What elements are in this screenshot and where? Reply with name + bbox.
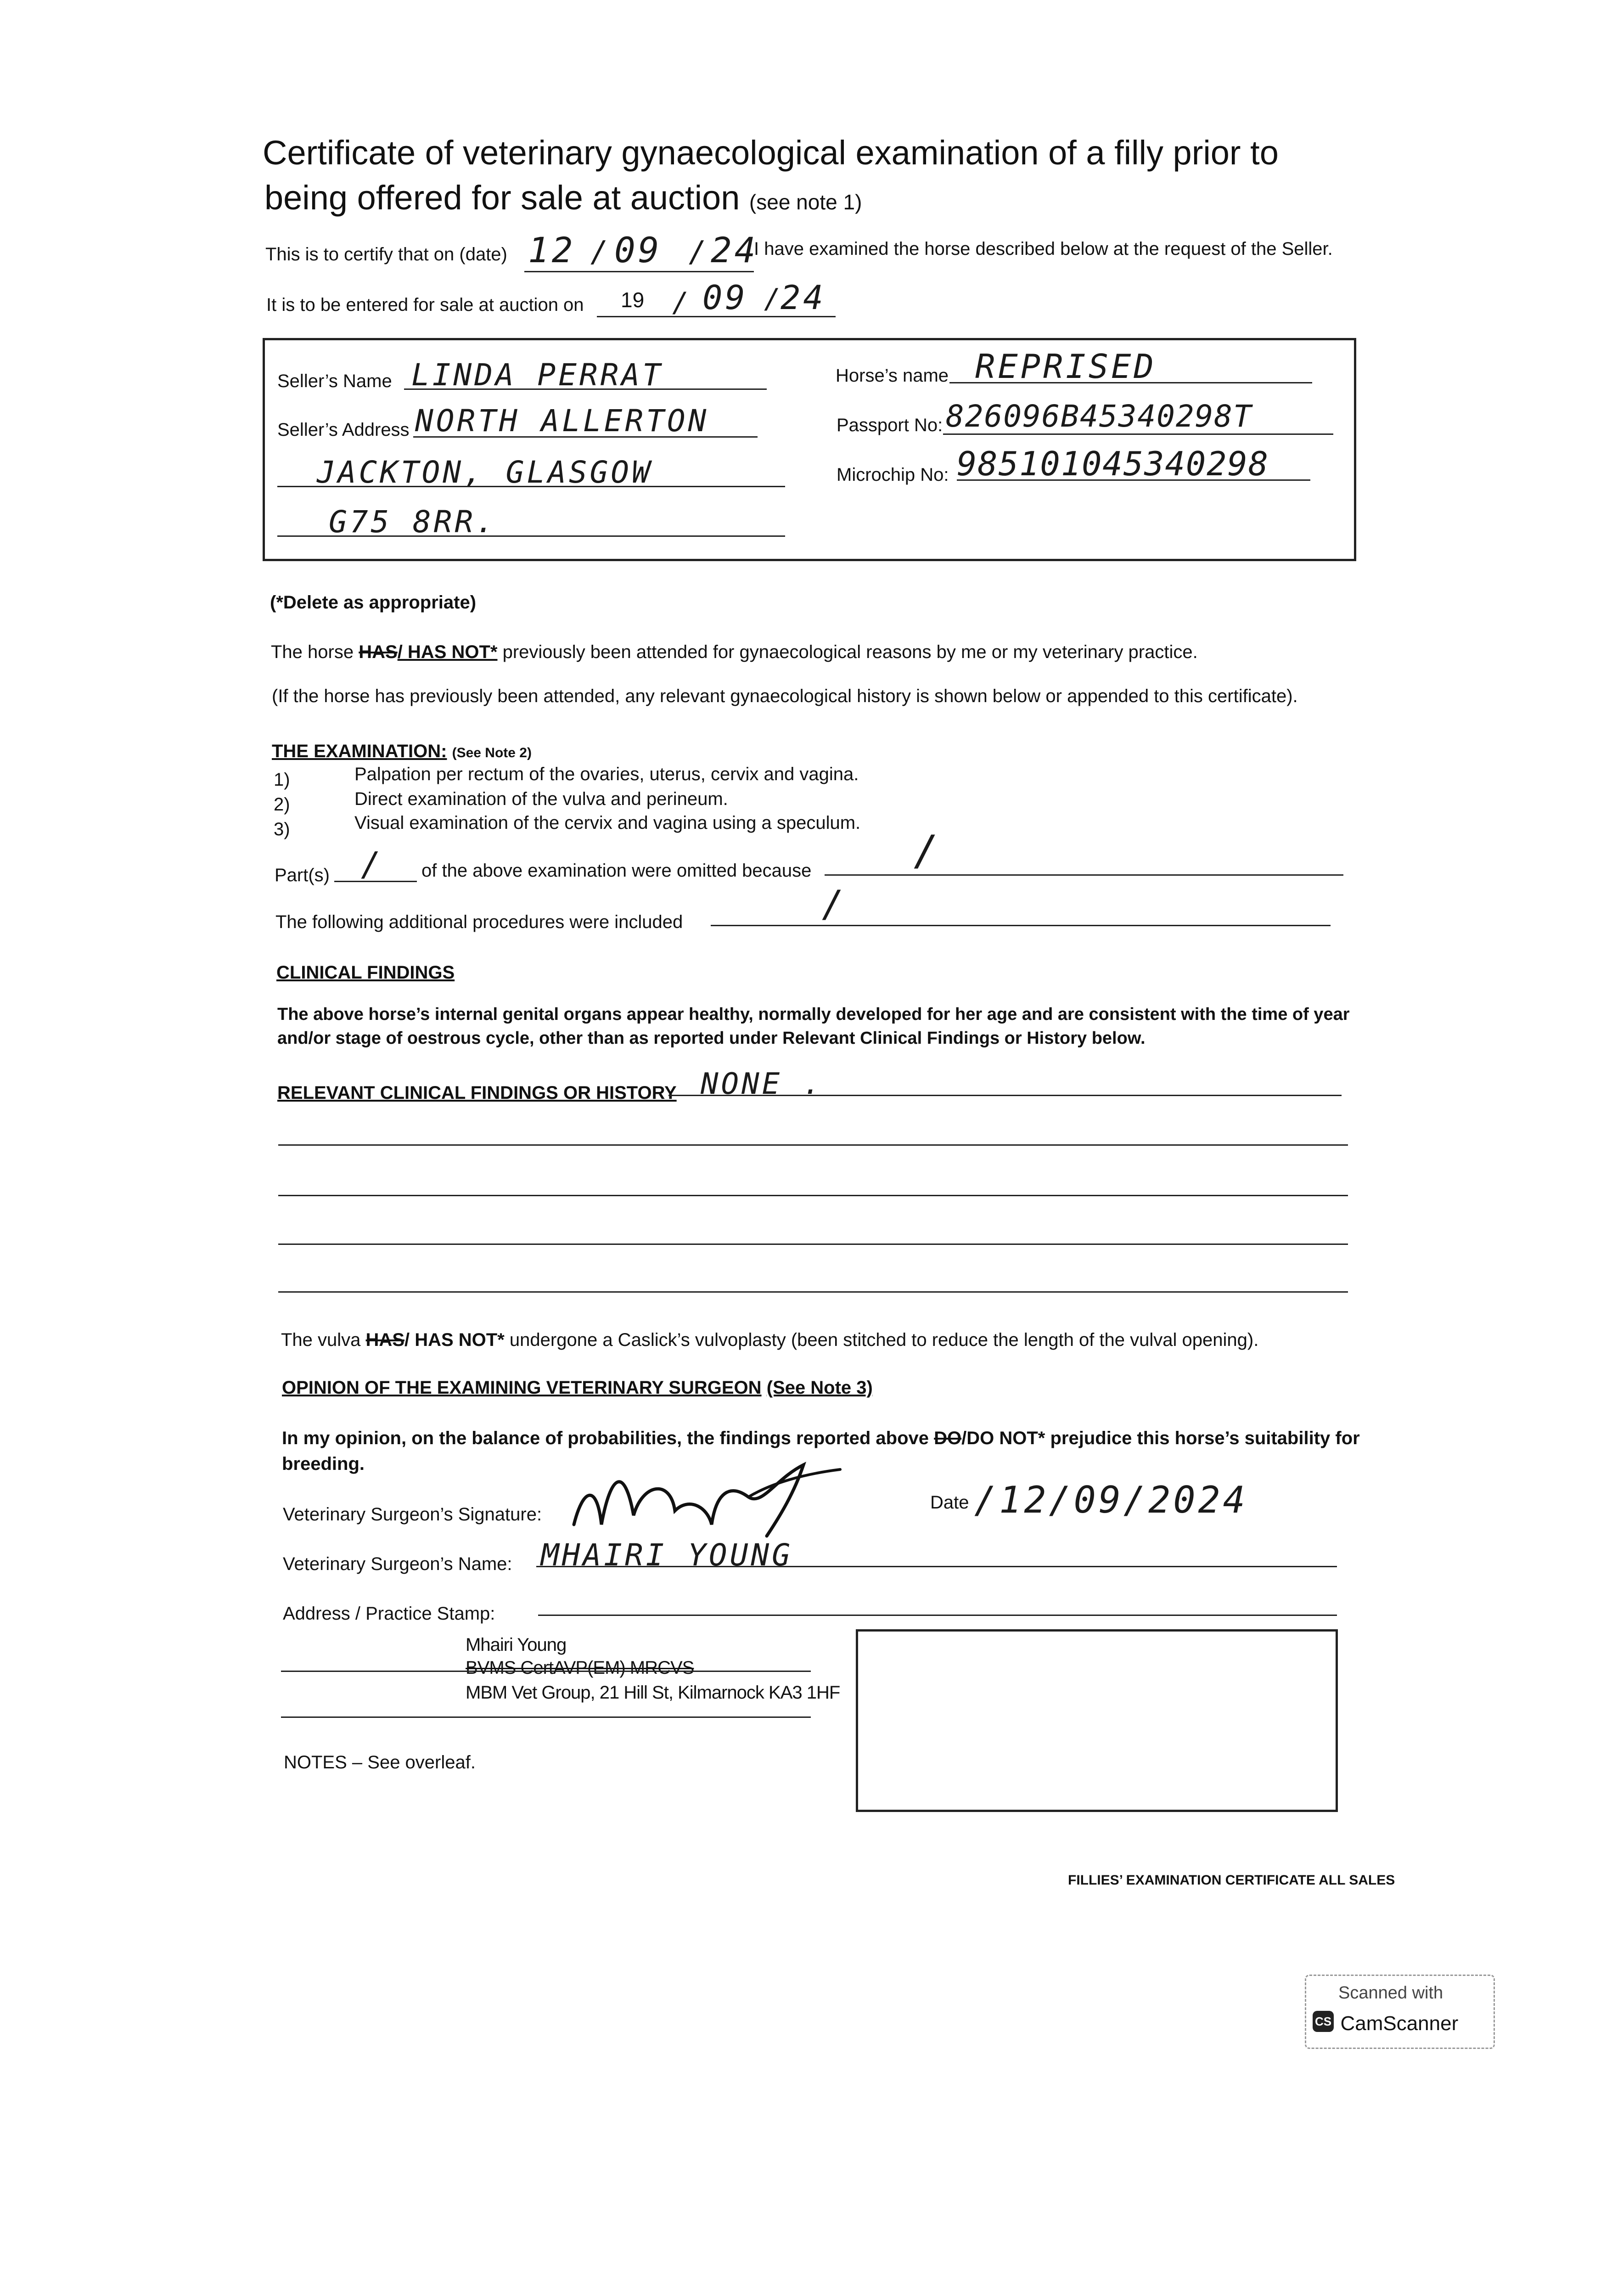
camscanner-row xyxy=(1313,2011,1458,2035)
attended-option: / HAS NOT* xyxy=(397,642,498,662)
notes: NOTES – See overleaf. xyxy=(284,1752,476,1773)
auction-sep-2: / xyxy=(764,283,784,315)
date-value: /12/09/2024 xyxy=(974,1479,1248,1521)
stamp-line-1: Mhairi Young xyxy=(466,1635,567,1655)
signature-stroke-2 xyxy=(748,1469,840,1497)
passport-number: 826096B45340298T xyxy=(946,399,1252,434)
microchip-label: Microchip No: xyxy=(837,465,949,485)
certify-day: 12 xyxy=(528,230,576,270)
parts-value: / xyxy=(361,845,384,884)
examination-item-3-text: Visual examination of the cervix and vagina using a speculum. xyxy=(354,813,861,833)
title-note: (see note 1) xyxy=(749,190,862,214)
camscanner-badge xyxy=(1305,1975,1495,2049)
findings-line-1 xyxy=(278,1144,1348,1146)
horse-name: REPRISED xyxy=(975,347,1157,386)
parts-label: Part(s) xyxy=(275,865,330,885)
attended-suffix: previously been attended for gynaecological reasons by me or my veterinary practice. xyxy=(502,642,1198,662)
address-stamp-label: Address / Practice Stamp: xyxy=(283,1604,495,1624)
signature-stroke-1 xyxy=(574,1465,803,1536)
auction-prefix: It is to be entered for sale at auction on xyxy=(266,295,584,315)
horse-name-label: Horse’s name xyxy=(836,366,949,386)
surgeon-name-label: Veterinary Surgeon’s Name: xyxy=(283,1554,512,1574)
passport-label: Passport No: xyxy=(837,415,943,435)
auction-month: 09 xyxy=(702,278,748,317)
certify-suffix: I have examined the horse described below at the request of the Seller. xyxy=(754,239,1333,259)
examination-item-1-text: Palpation per rectum of the ovaries, uterus, cervix and vagina. xyxy=(354,764,859,784)
microchip-number: 985101045340298 xyxy=(957,445,1269,483)
vulva-line xyxy=(281,1330,1258,1351)
seller-address-label: Seller’s Address xyxy=(277,420,410,440)
omitted-label: of the above examination were omitted because xyxy=(421,861,812,881)
seller-address-line-2: JACKTON, GLASGOW xyxy=(317,455,653,490)
vulva-suffix: undergone a Caslick’s vulvoplasty (been stitched to reduce the length of the vulval opening). xyxy=(509,1330,1259,1350)
opinion-text-line-2: breeding. xyxy=(282,1454,365,1474)
additional-value: / xyxy=(822,883,847,925)
examination-heading-text: THE EXAMINATION: xyxy=(272,741,447,761)
camscanner-logo-icon: CS xyxy=(1313,2011,1334,2032)
attended-struck-option: HAS xyxy=(359,642,398,662)
clinical-text-line-1: The above horse’s internal genital organs appear healthy, normally developed for her age and are consistent with the time of year xyxy=(277,1005,1350,1024)
examination-item-3-num: 3) xyxy=(274,819,290,839)
omitted-value: / xyxy=(914,827,942,875)
certify-year: 24 xyxy=(711,230,758,270)
certify-month: 09 xyxy=(614,230,662,270)
delete-note: (*Delete as appropriate) xyxy=(270,592,477,613)
opinion-heading xyxy=(282,1378,873,1398)
signature-label: Veterinary Surgeon’s Signature: xyxy=(283,1504,542,1525)
auction-year: 24 xyxy=(781,278,826,317)
opinion-heading-text: OPINION OF THE EXAMINING VETERINARY SURGEON xyxy=(282,1378,762,1398)
title-line-2-text: being offered for sale at auction xyxy=(264,179,740,217)
seller-address-line-3: G75 8RR. xyxy=(329,504,497,540)
date-label: Date xyxy=(930,1492,969,1513)
opinion-text-line-1 xyxy=(282,1428,1360,1449)
surgeon-name: MHAIRI YOUNG xyxy=(541,1537,793,1573)
vulva-prefix: The vulva xyxy=(281,1330,361,1350)
camscanner-brand: CamScanner xyxy=(1340,2012,1459,2035)
seller-name-label: Seller’s Name xyxy=(277,371,392,391)
findings-line-2 xyxy=(278,1195,1348,1196)
clinical-text-line-2: and/or stage of oestrous cycle, other than as reported under Relevant Clinical Findings or History below. xyxy=(277,1029,1146,1048)
camscanner-top-text: Scanned with xyxy=(1338,1983,1443,2003)
vulva-struck-option: HAS xyxy=(365,1330,404,1350)
auction-sep-1: / xyxy=(672,287,692,319)
relevant-value: NONE . xyxy=(701,1067,824,1101)
examination-item-1-num: 1) xyxy=(274,770,290,790)
auction-day: 19 xyxy=(621,288,645,312)
opinion-heading-note: (See Note 3) xyxy=(766,1378,873,1398)
examination-heading xyxy=(272,741,532,762)
additional-label: The following additional procedures were included xyxy=(275,912,683,932)
certify-sep-1: / xyxy=(590,235,611,269)
title-line-1: Certificate of veterinary gynaecological examination of a filly prior to xyxy=(263,134,1279,172)
opinion-struck-option: DO xyxy=(934,1428,962,1448)
examination-heading-note: (See Note 2) xyxy=(452,745,532,760)
seller-name: LINDA PERRAT xyxy=(411,357,663,393)
opinion-text-part-2: /DO NOT* prejudice this horse’s suitability for xyxy=(961,1428,1360,1448)
examination-item-2-text: Direct examination of the vulva and perineum. xyxy=(354,789,728,809)
findings-line-4 xyxy=(278,1291,1348,1293)
opinion-text-part-1: In my opinion, on the balance of probabilities, the findings reported above xyxy=(282,1428,929,1448)
certify-sep-2: / xyxy=(689,235,709,269)
examination-item-2-num: 2) xyxy=(274,794,290,815)
footer-text: FILLIES’ EXAMINATION CERTIFICATE ALL SALES xyxy=(1068,1873,1395,1888)
certify-prefix: This is to certify that on (date) xyxy=(265,244,507,264)
clinical-heading: CLINICAL FINDINGS xyxy=(276,962,455,983)
attended-prefix: The horse xyxy=(271,642,354,662)
practice-stamp-box xyxy=(856,1629,1338,1812)
findings-line-3 xyxy=(278,1244,1348,1245)
relevant-label: RELEVANT CLINICAL FINDINGS OR HISTORY xyxy=(277,1083,677,1103)
vulva-option: / HAS NOT* xyxy=(404,1330,505,1350)
stamp-line-3: MBM Vet Group, 21 Hill St, Kilmarnock KA3 1HF xyxy=(466,1683,840,1703)
stamp-line-2: BVMS CertAVP(EM) MRCVS xyxy=(466,1658,694,1678)
signature-scribble xyxy=(565,1456,863,1538)
seller-address-line-1: NORTH ALLERTON xyxy=(415,403,709,439)
attended-line xyxy=(271,642,1198,663)
title-line-2 xyxy=(264,178,862,217)
history-note: (If the horse has previously been attended, any relevant gynaecological history is shown below or appended to this certificate). xyxy=(272,686,1298,706)
